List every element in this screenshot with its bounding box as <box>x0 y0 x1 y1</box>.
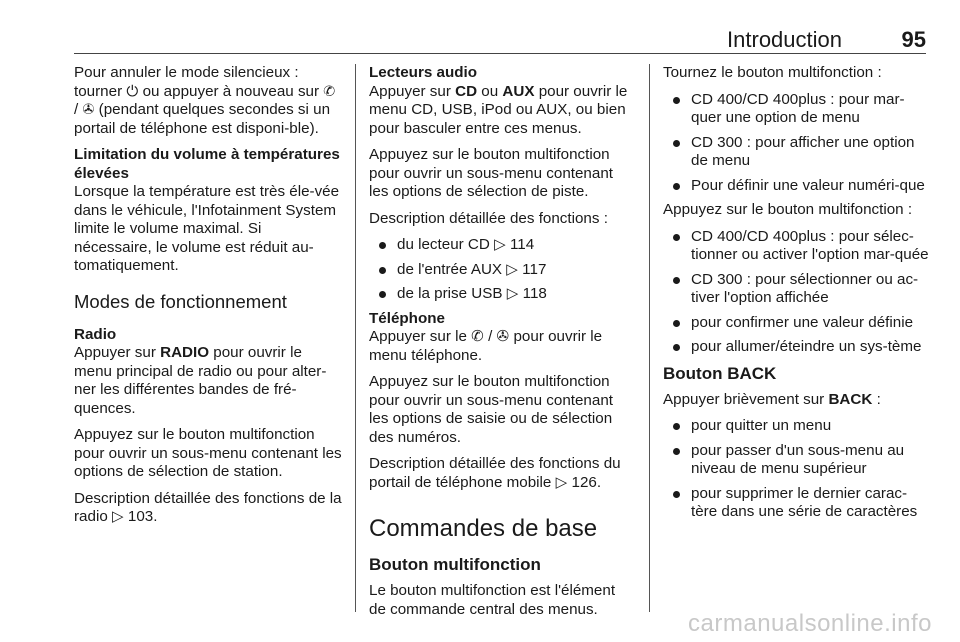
paragraph: Appuyer sur le ✆ / ✇ pour ouvrir le menu téléphone. <box>369 328 603 364</box>
list-item: CD 300 : pour afficher une option de menu <box>663 134 929 171</box>
bullet-icon <box>673 344 680 351</box>
paragraph: Tournez le bouton multifonction : <box>663 64 882 81</box>
list-item: Pour définir une valeur numéri-que <box>663 177 929 196</box>
bullet-icon <box>673 97 680 104</box>
header-rule <box>74 53 926 54</box>
column-middle <box>369 64 635 627</box>
key-label: BACK <box>828 390 873 408</box>
list-item: pour passer d'un sous-menu au niveau de menu supérieur <box>663 442 929 479</box>
section-heading: Bouton BACK <box>663 363 777 383</box>
watermark: carmanualsonline.info <box>688 610 932 637</box>
paragraph: Description détaillée des fonctions du portail de téléphone mobile ▷ 126. <box>369 455 621 491</box>
section-heading: Modes de fonctionnement <box>74 290 287 312</box>
list-item: CD 400/CD 400plus : pour sélec-tionner ou activer l'option mar-quée <box>663 228 929 265</box>
bullet-icon <box>673 448 680 455</box>
column-right <box>663 64 929 528</box>
section-heading: Limitation du volume à températures élevées <box>74 146 340 182</box>
paragraph: Pour annuler le mode silencieux : tourner ⏻ ou appuyer à nouveau sur ✆ / ✇ (pendant quelques secondes si un portail de téléphone est disponi-ble). <box>74 64 336 137</box>
bullet-icon <box>673 234 680 241</box>
bullet-icon <box>379 242 386 249</box>
paragraph: Appuyez sur le bouton multifonction pour ouvrir un sous-menu contenant les options de sélection de piste. <box>369 146 613 200</box>
key-label: RADIO <box>160 344 210 361</box>
list-item: CD 300 : pour sélectionner ou ac-tiver l'option affichée <box>663 271 929 308</box>
page-number: 95 <box>901 27 926 52</box>
bullet-icon <box>673 183 680 190</box>
list-item: CD 400/CD 400plus : pour mar-quer une option de menu <box>663 91 929 128</box>
paragraph: Description détaillée des fonctions : <box>369 209 608 227</box>
key-label: AUX <box>502 82 535 100</box>
section-heading: Bouton multifonction <box>369 555 541 574</box>
list-item: pour allumer/éteindre un sys-tème <box>663 338 929 357</box>
subsection-heading: Lecteurs audio <box>369 64 478 81</box>
bullet-icon <box>673 491 680 498</box>
bullet-list <box>663 228 929 357</box>
subsection-heading: Téléphone <box>369 309 445 327</box>
page-title: Introduction <box>727 27 842 52</box>
key-label: CD <box>455 82 478 100</box>
paragraph: Appuyer sur RADIO pour ouvrir le menu principal de radio ou pour alter-ner les différentes bandes de fré-quences. <box>74 344 327 417</box>
list-item: du lecteur CD ▷ 114 <box>369 236 635 255</box>
list-item: pour confirmer une valeur définie <box>663 314 929 333</box>
paragraph: Appuyer brièvement sur BACK : <box>663 390 881 408</box>
list-item: de la prise USB ▷ 118 <box>369 285 635 304</box>
chapter-heading: Commandes de base <box>369 515 598 542</box>
bullet-icon <box>673 140 680 147</box>
paragraph: Appuyez sur le bouton multifonction pour ouvrir un sous-menu contenant les options de saisie ou de sélection des numéros. <box>369 373 613 446</box>
bullet-list <box>663 417 929 522</box>
column-divider <box>355 64 356 612</box>
column-left <box>74 64 342 535</box>
bullet-icon <box>379 291 386 298</box>
bullet-list <box>663 91 929 196</box>
column-divider <box>649 64 650 612</box>
paragraph: Appuyez sur le bouton multifonction : <box>663 201 913 218</box>
paragraph: Lorsque la température est très éle-vée dans le véhicule, l'Infotainment System limite le volume maximal. Si nécessaire, le volume est réduit au-tomatiquement. <box>74 183 340 274</box>
list-item: pour supprimer le dernier carac-tère dans une série de caractères <box>663 485 929 522</box>
bullet-icon <box>673 277 680 284</box>
page-header <box>74 24 926 54</box>
paragraph: Appuyez sur le bouton multifonction pour ouvrir un sous-menu contenant les options de sélection de station. <box>74 426 342 480</box>
paragraph: Le bouton multifonction est l'élément de commande central des menus. <box>369 582 616 618</box>
paragraph: Appuyer sur CD ou AUX pour ouvrir le menu CD, USB, iPod ou AUX, ou bien pour basculer entre ces menus. <box>369 82 628 137</box>
paragraph: Description détaillée des fonctions de la radio ▷ 103. <box>74 489 342 525</box>
list-item: pour quitter un menu <box>663 417 929 436</box>
subsection-heading: Radio <box>74 325 117 343</box>
bullet-icon <box>379 267 386 274</box>
bullet-icon <box>673 423 680 430</box>
bullet-list <box>369 236 635 304</box>
list-item: de l'entrée AUX ▷ 117 <box>369 261 635 280</box>
bullet-icon <box>673 320 680 327</box>
